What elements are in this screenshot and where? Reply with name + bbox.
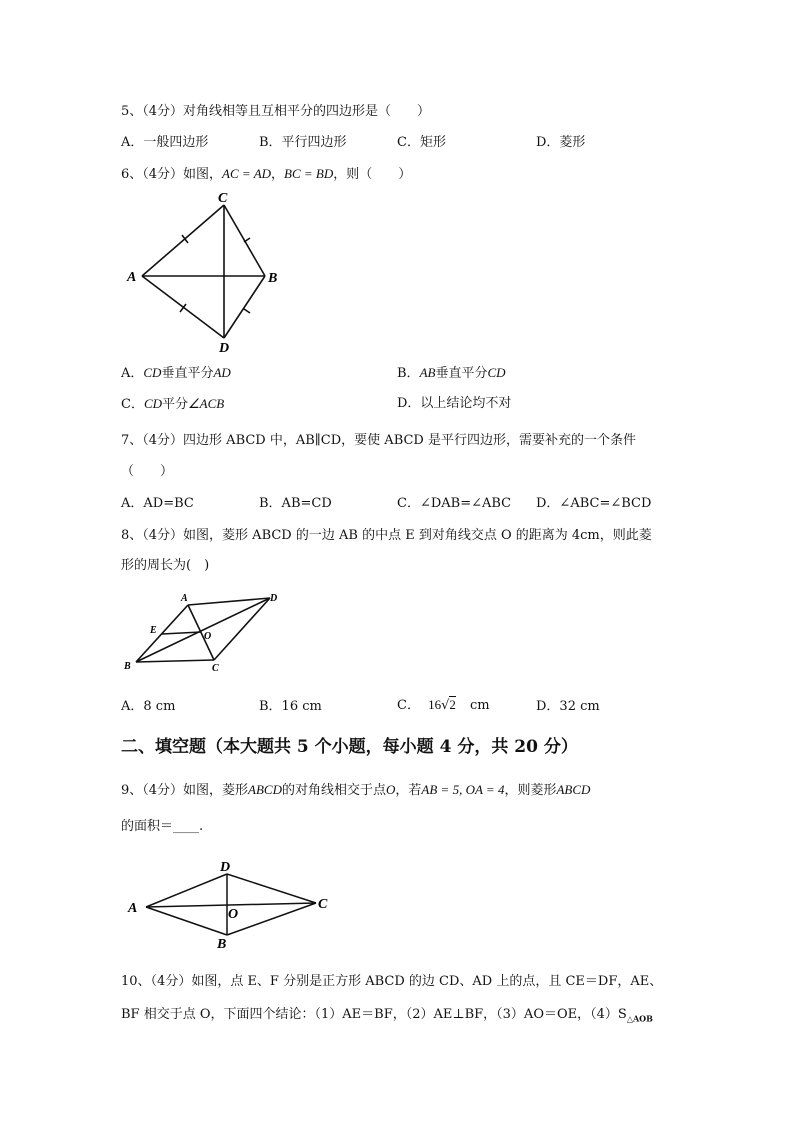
q6-option-d: D．以上结论均不对: [397, 396, 512, 411]
q9-stem: 9、（4分）如图，菱形ABCD的对角线相交于点O，若AB = 5, OA = 4，则菱形ABCD: [121, 782, 591, 798]
q6-stem: [121, 165, 411, 184]
q8-option-a: A．8 cm: [121, 699, 176, 714]
q8-label-b: B: [124, 661, 131, 672]
q6-prefix: 6、（4分）如图，: [121, 167, 223, 182]
q8-segment-dc: [214, 598, 270, 660]
q6-label-d: D: [219, 341, 230, 356]
q9-label-a: A: [128, 901, 138, 916]
q10-stem: 10、（4分）如图，点 E、F 分别是正方形 ABCD 的边 CD、AD 上的点，且 CE＝DF，AE、: [121, 974, 663, 989]
q6-label-a: A: [127, 270, 137, 285]
q6-option-a: A．CD垂直平分AD: [121, 365, 231, 381]
q8-label-a: A: [181, 593, 188, 604]
q8-label-d: D: [270, 593, 278, 604]
q6-kite-figure: [120, 190, 290, 360]
q8-option-d: D．32 cm: [536, 699, 600, 714]
q9-segment-cb: [227, 903, 316, 935]
section-title-fill-in: 二、填空题（本大题共 5 个小题，每小题 4 分，共 20 分）: [121, 737, 578, 757]
q10-stem-line2: BF 相交于点 O，下面四个结论：（1）AE＝BF，（2）AE⊥BF，（3）AO＝OE，$(4)S_{\triangle AOB}$: [121, 1007, 653, 1024]
q8-rhombus-figure: [120, 588, 290, 678]
q8-label-c: C: [212, 663, 219, 674]
q5-option-b: B．平行四边形: [259, 135, 347, 150]
q8-stem: 8、（4分）如图，菱形 ABCD 的一边 AB 的中点 E 到对角线交点 O 的距离为 4cm，则此菱: [121, 528, 652, 543]
q9-segment-dc: [227, 874, 316, 903]
q6-tick-bd: [244, 309, 250, 313]
q5-option-c: C．矩形: [397, 135, 446, 150]
q9-label-o: O: [228, 907, 239, 922]
q6-label-c: C: [218, 191, 228, 206]
q8-option-c: C． 16√2 cm: [397, 697, 490, 713]
q7-option-b: B．AB=CD: [259, 496, 332, 511]
q6-condition-2: BC = BD: [284, 166, 334, 181]
q7-stem-line2: （ ）: [121, 464, 174, 479]
q8-sqrt-icon: √: [441, 698, 450, 713]
q6-segment-bd: [224, 276, 265, 338]
q6-sep: ，: [271, 167, 285, 182]
q6-segment-ac: [142, 205, 224, 276]
q8-label-o: O: [204, 631, 212, 642]
q6-option-b: B．AB垂直平分CD: [397, 365, 506, 381]
q9-segment-ad: [146, 874, 227, 907]
q8-segment-cb: [136, 660, 214, 662]
q6-option-c: C．CD平分∠ACB: [121, 396, 225, 412]
q8-label-e: E: [150, 625, 157, 636]
q7-stem: 7、（4分）四边形 ABCD 中，AB∥CD，要使 ABCD 是平行四边形，需要补充的一个条件: [121, 433, 636, 448]
q9-label-d: D: [220, 860, 231, 875]
q5-stem: 5、（4分）对角线相等且互相平分的四边形是（ ）: [121, 104, 431, 119]
q9-stem-line2: 的面积＝____.: [121, 819, 204, 834]
q9-label-c: C: [318, 897, 328, 912]
q7-option-c: C．∠DAB=∠ABC: [397, 496, 512, 511]
q7-option-a: A．AD=BC: [121, 496, 194, 511]
q8-stem-line2: 形的周长为( ): [121, 558, 210, 573]
q6-segment-cb: [224, 205, 265, 276]
q9-label-b: B: [217, 937, 227, 952]
q8-option-b: B．16 cm: [259, 699, 322, 714]
q9-rhombus-figure: [120, 855, 340, 955]
q9-segment-ba: [146, 907, 227, 935]
q5-option-a: A．一般四边形: [121, 135, 209, 150]
q6-label-b: B: [268, 271, 278, 286]
q6-suffix: ，则（ ）: [333, 167, 412, 182]
q7-option-d: D．∠ABC=∠BCD: [536, 496, 652, 511]
q6-condition-1: AC = AD: [222, 166, 272, 181]
q5-option-d: D．菱形: [536, 135, 586, 150]
